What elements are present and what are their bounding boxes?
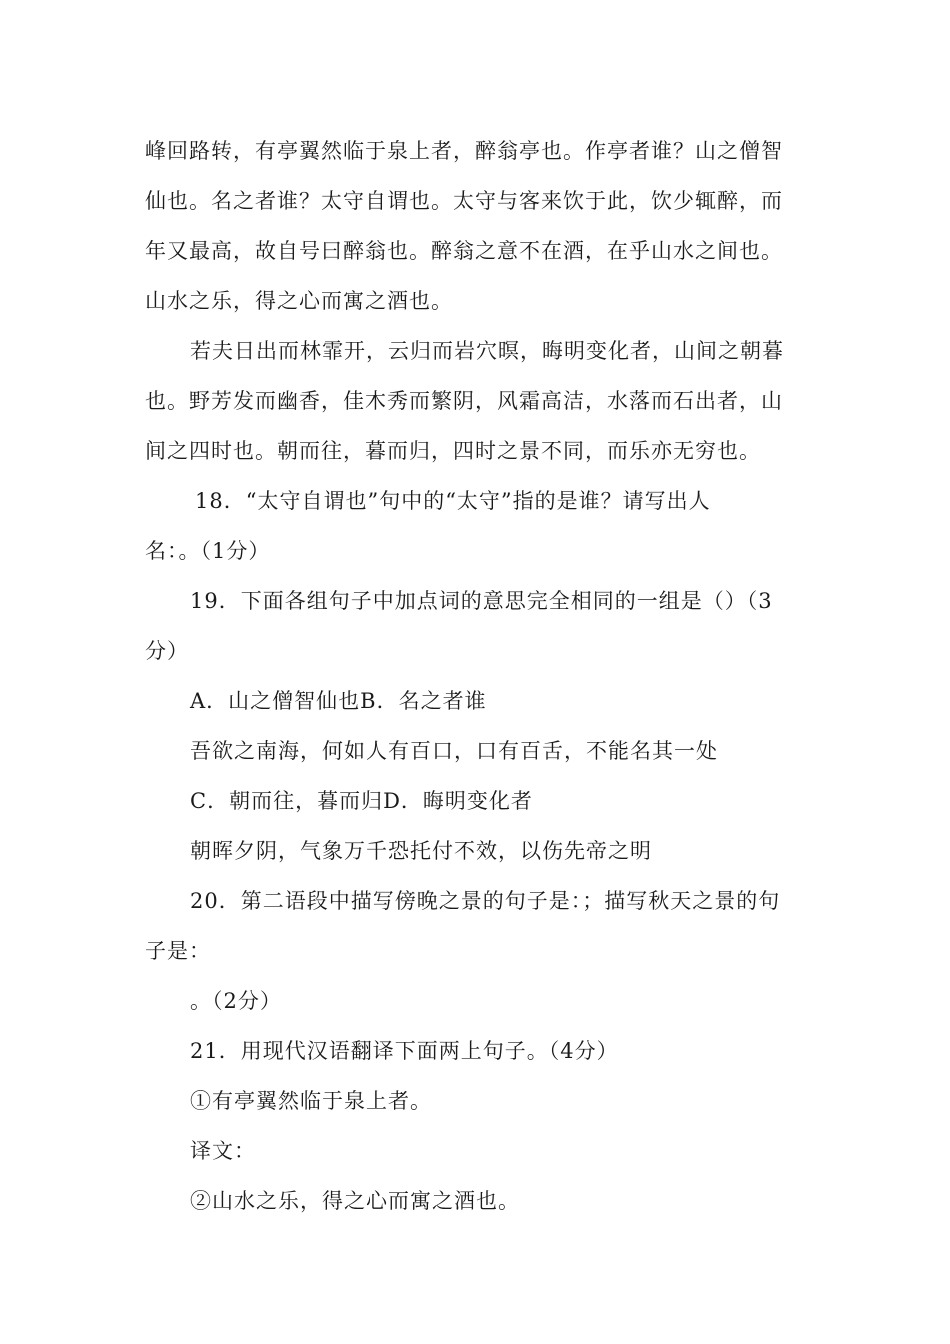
passage-line-6: 也。野芳发而幽香，佳木秀而繁阴，风霜高洁，水落而石出者，山 [145, 389, 783, 413]
passage-line-1: 峰回路转，有亭翼然临于泉上者，醉翁亭也。作亭者谁？山之僧智 [145, 139, 783, 163]
option-a-b-compare: 吾欲之南海，何如人有百口，口有百舌，不能名其一处 [190, 739, 718, 763]
question-21: 21．用现代汉语翻译下面两上句子。（4分） [190, 1039, 619, 1063]
passage-line-5: 若夫日出而林霏开，云归而岩穴暝，晦明变化者，山间之朝暮 [190, 339, 784, 363]
question-19: 19．下面各组句子中加点词的意思完全相同的一组是（）（3 [190, 589, 773, 613]
option-c-d: C．朝而往，暮而归D．晦明变化者 [190, 789, 533, 813]
question-20: 20．第二语段中描写傍晚之景的句子是：；描写秋天之景的句 [190, 889, 781, 913]
question-18: 18．“太守自谓也”句中的“太守”指的是谁？请写出人 [195, 489, 711, 513]
passage-line-2: 仙也。名之者谁？太守自谓也。太守与客来饮于此，饮少辄醉，而 [145, 189, 783, 213]
option-c-d-compare: 朝晖夕阴，气象万千恐托付不效，以伤先帝之明 [190, 839, 652, 863]
passage-line-7: 间之四时也。朝而往，暮而归，四时之景不同，而乐亦无穷也。 [145, 439, 761, 463]
sentence-1: ①有亭翼然临于泉上者。 [190, 1089, 432, 1113]
passage-line-3: 年又最高，故自号曰醉翁也。醉翁之意不在酒，在乎山水之间也。 [145, 239, 783, 263]
question-19-cont: 分） [145, 639, 189, 663]
option-a-b: A．山之僧智仙也B．名之者谁 [190, 689, 487, 713]
passage-line-4: 山水之乐，得之心而寓之酒也。 [145, 289, 453, 313]
question-18-cont: 名：。（1分） [145, 539, 271, 563]
question-20-end: 。（2分） [190, 989, 282, 1013]
sentence-2: ②山水之乐，得之心而寓之酒也。 [190, 1189, 520, 1213]
question-20-cont: 子是： [145, 939, 211, 963]
translation-label: 译文： [190, 1139, 256, 1163]
